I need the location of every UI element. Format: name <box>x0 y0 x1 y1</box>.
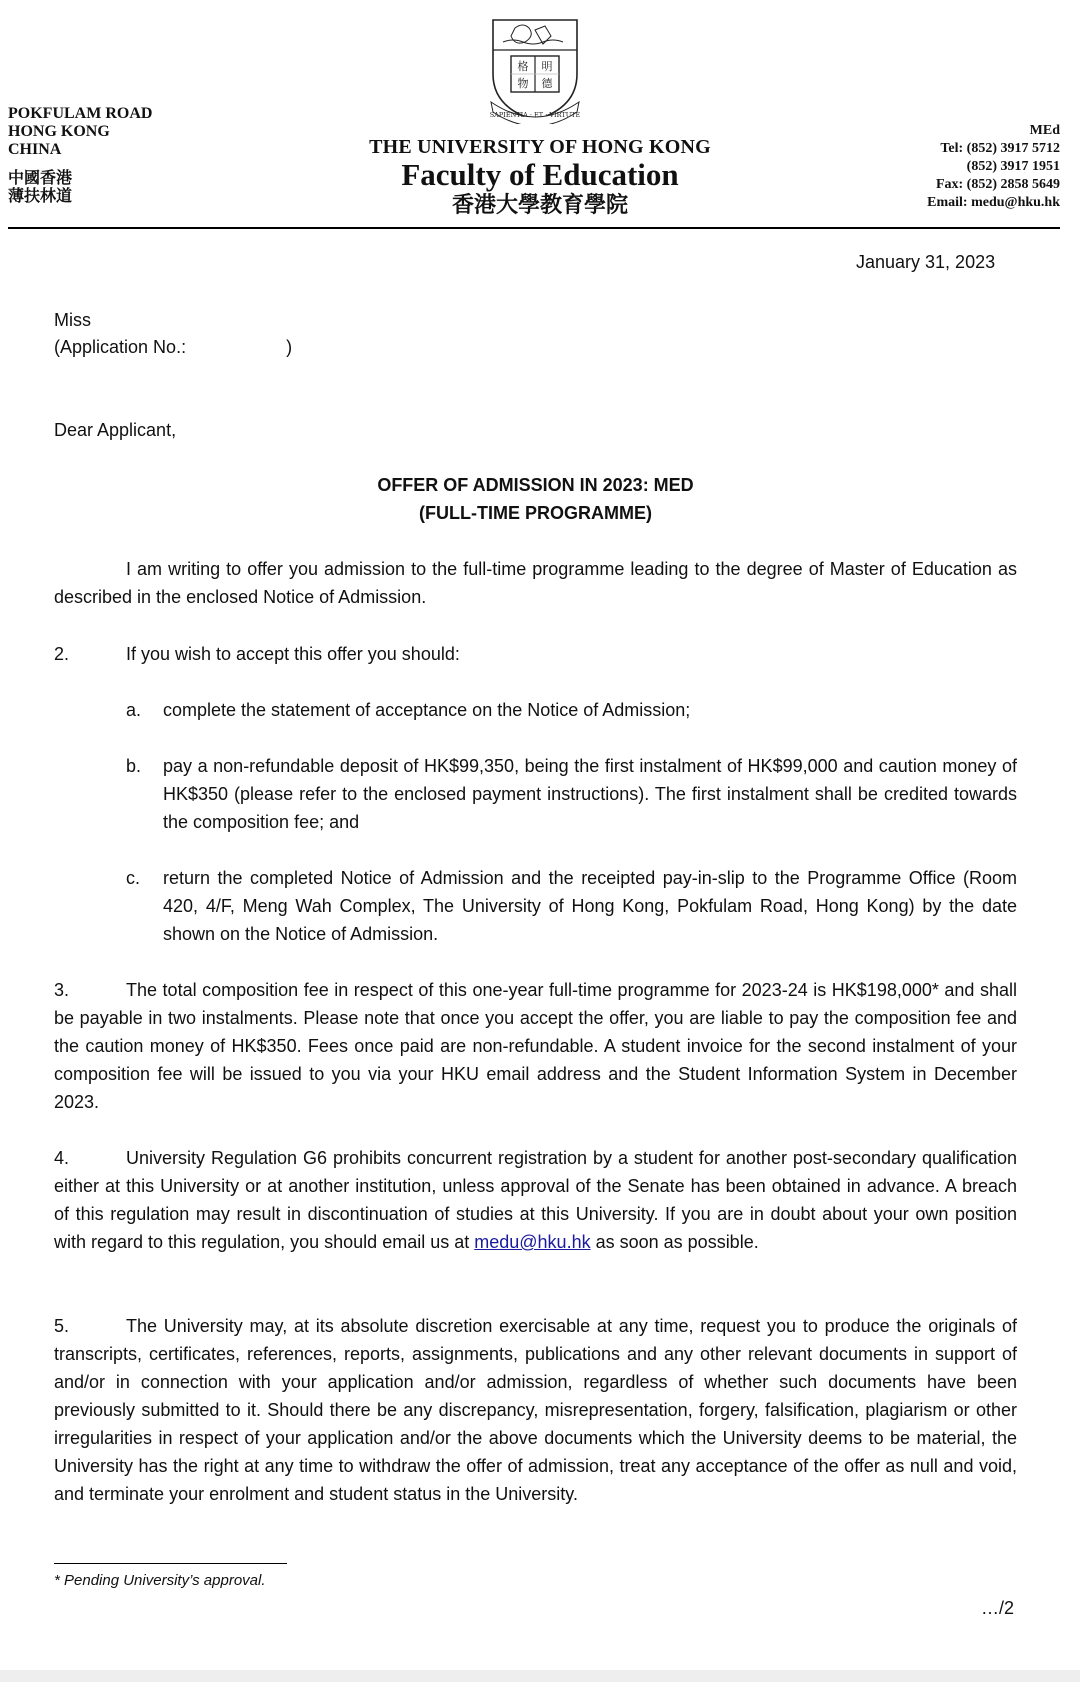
recipient-name <box>54 306 1017 334</box>
application-no-close: ) <box>286 337 293 357</box>
list-item-c <box>126 864 1017 948</box>
page-continuation: …/2 <box>981 1598 1015 1618</box>
letterhead-contact <box>927 122 1060 212</box>
address-line: CHINA <box>8 141 62 158</box>
letter-date: January 31, 2023 <box>856 252 996 272</box>
paragraph-text-end: as soon as possible. <box>595 1232 759 1252</box>
letterhead-title <box>330 136 750 220</box>
crest-char: 明 <box>541 60 553 73</box>
list-item-a <box>126 696 1017 724</box>
list-item-text: pay a non-refundable deposit of HK$99,350, being the first instalment of HK$99,000 and caution money of HK$350 (please refer to the enclosed payment instructions). The first instalment shall be credited towards the composition fee; and <box>163 756 1017 832</box>
letterhead-address <box>8 105 152 205</box>
university-name: THE UNIVERSITY OF HONG KONG <box>369 136 711 158</box>
address-cn <box>8 169 152 205</box>
paragraph-number: 4. <box>54 1148 70 1168</box>
paragraph-3 <box>54 976 1017 1116</box>
list-item-label: b. <box>126 756 142 776</box>
tel-line-2: (852) 3917 1951 <box>966 159 1060 174</box>
address-cn-line: 中國香港 <box>8 168 73 187</box>
paragraph-2 <box>54 640 1017 668</box>
faculty-name-cn: 香港大學教育學院 <box>451 193 628 218</box>
list-item-label: a. <box>126 700 142 720</box>
list-item-b <box>126 752 1017 836</box>
paragraph-text: The total composition fee in respect of this one-year full-time programme for 2023-24 is HK$198,000* and shall be payable in two instalments. Please note that once you accept the offer, you are liable to pay the composition fee and the caution money of HK$350. Fees once paid are non-refundable. A student invoice for the second instalment of your composition fee will be issued to you via your HKU email address and the Student Information System in December 2023. <box>54 980 1017 1112</box>
crest-char: 格 <box>517 60 529 73</box>
paragraph-text: The University may, at its absolute discretion exercisable at any time, request you to produce the originals of transcripts, certificates, references, reports, assignments, publications and any other relevant documents in support of and/or in connection with your application and/or admission, regardless of whether such documents have been previously submitted to it. Should there be any discrepancy, misrepresentation, forgery, falsification, plagiarism or other irregularities in respect of your application and/or the above documents which the University deems to be material, the University has the right at any time to withdraw the offer of admission, treat any acceptance of the offer as null and void, and terminate your enrolment and student status in the University. <box>54 1316 1017 1504</box>
paragraph-5 <box>54 1312 1017 1508</box>
tel-line: Tel: (852) 3917 5712 <box>940 141 1060 156</box>
footnote: * Pending University’s approval. <box>54 1572 266 1589</box>
university-crest-icon <box>485 16 585 124</box>
application-number <box>54 333 1017 361</box>
paragraph-number: 5. <box>54 1316 70 1336</box>
paragraph-number: 3. <box>54 980 70 1000</box>
offer-title: OFFER OF ADMISSION IN 2023: MED <box>377 475 694 495</box>
email-line: Email: medu@hku.hk <box>927 195 1060 210</box>
paragraph-number: 2. <box>54 644 70 664</box>
fax-line: Fax: (852) 2858 5649 <box>935 177 1060 192</box>
recipient-title: Miss <box>54 310 91 330</box>
email-link[interactable]: medu@hku.hk <box>474 1232 591 1252</box>
address-cn-line: 薄扶林道 <box>8 186 73 205</box>
application-no-label: (Application No.: <box>54 337 187 357</box>
footnote-divider <box>54 1563 287 1564</box>
list-item-label: c. <box>126 868 141 888</box>
letterhead-divider <box>8 227 1060 229</box>
list-item-text: return the completed Notice of Admission and the receipted pay-in-slip to the Programme Office (Room 420, 4/F, Meng Wah Complex, The University of Hong Kong, Pokfulam Road, Hong Kong) by the date shown on the Notice of Admission. <box>163 868 1017 944</box>
crest-char: 德 <box>541 77 553 90</box>
offer-subtitle: (FULL-TIME PROGRAMME) <box>419 503 652 523</box>
crest-char: 物 <box>517 77 529 90</box>
paragraph-4 <box>54 1144 1017 1256</box>
paragraph-1: I am writing to offer you admission to the full-time programme leading to the degree of Master of Education as described in the enclosed Notice of Admission. <box>54 559 1017 607</box>
faculty-name: Faculty of Education <box>401 157 679 192</box>
paragraph-text: If you wish to accept this offer you should: <box>126 644 460 664</box>
programme-code: MEd <box>1029 123 1060 138</box>
address-line: POKFULAM ROAD <box>8 105 153 122</box>
paragraph-text: University Regulation G6 prohibits concurrent registration by a student for another post-secondary qualification either at this University or at another institution, unless approval of the Senate has been obtained in advance. A breach of this regulation may result in discontinuation of studies at this University. If you are in doubt about your own position with regard to this regulation, you should email us at <box>54 1148 1017 1252</box>
crest-motto: SAPIENTIA · ET · VIRTUTE <box>489 111 581 119</box>
salutation: Dear Applicant, <box>54 420 177 440</box>
address-line: HONG KONG <box>8 123 110 140</box>
list-item-text: complete the statement of acceptance on the Notice of Admission; <box>163 700 691 720</box>
